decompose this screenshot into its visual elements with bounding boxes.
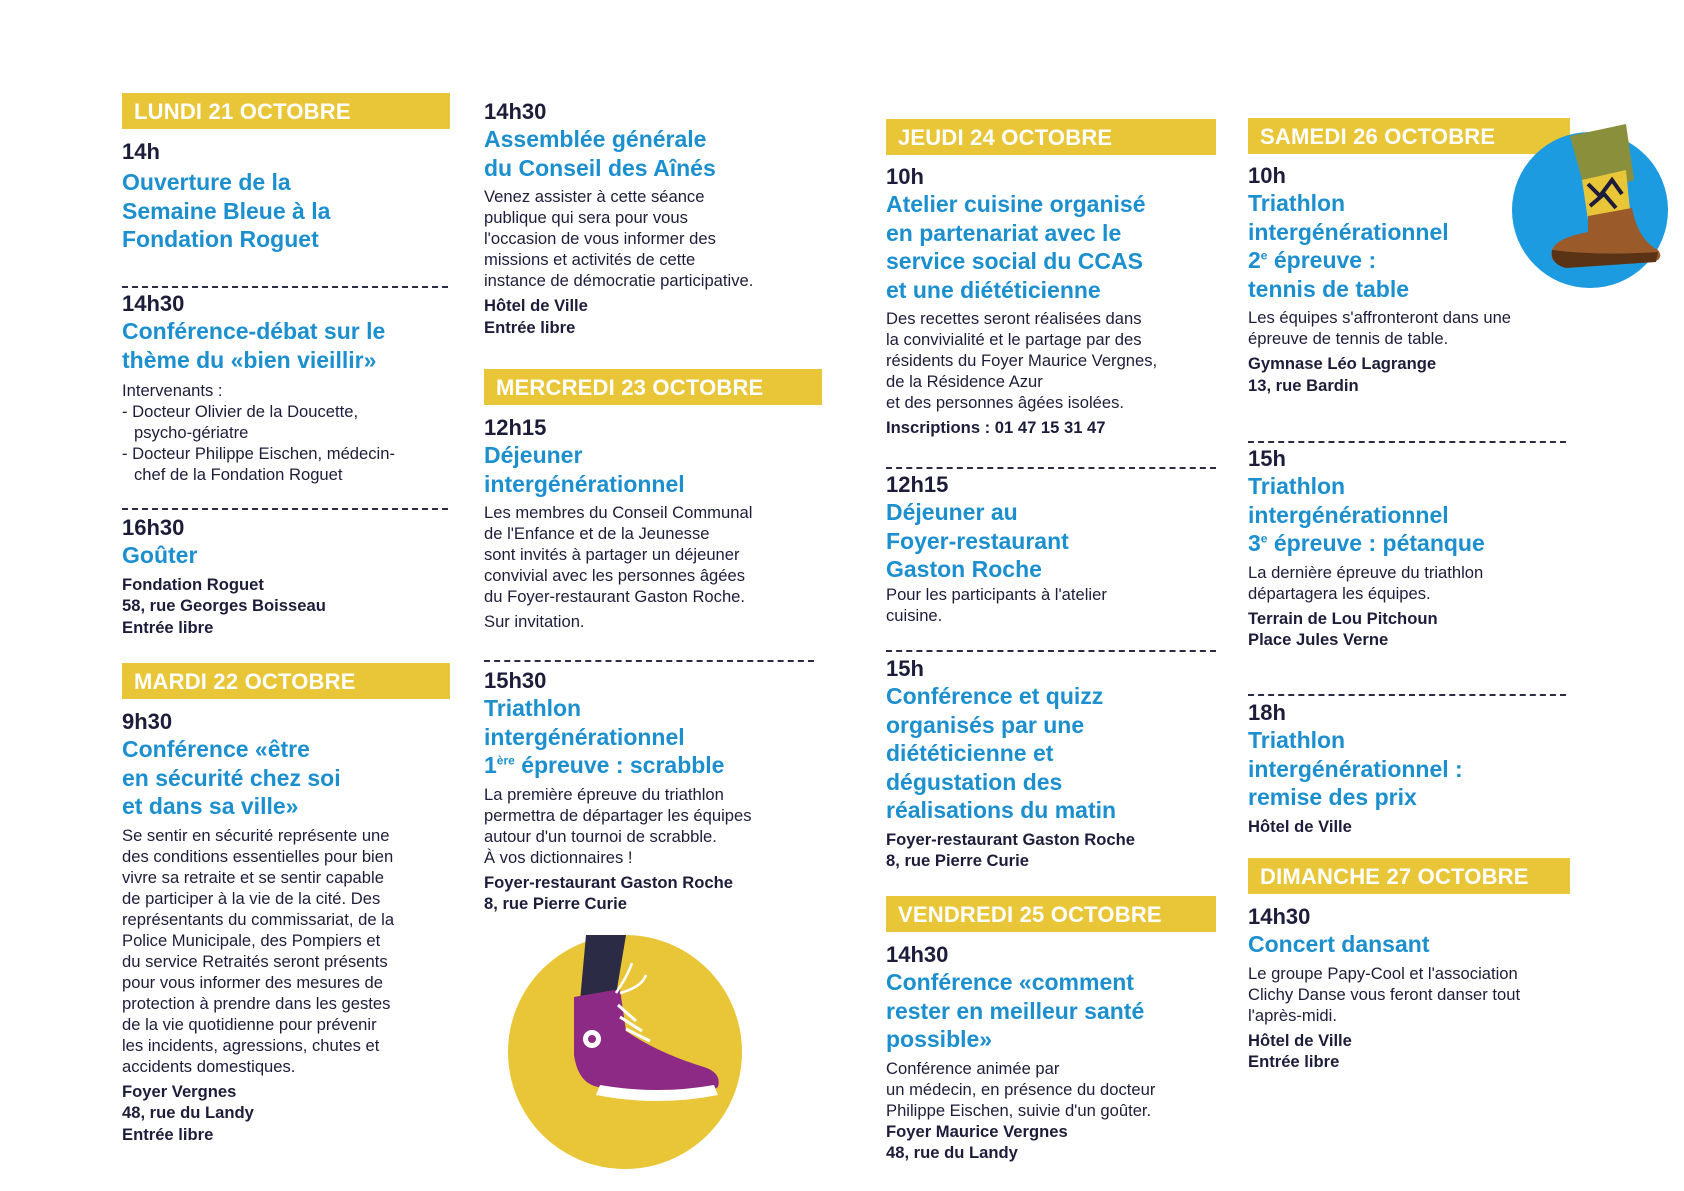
event-description: Conférence animée par un médecin, en présence du docteur Philippe Eischen, suivie d'un goûter. [886, 1058, 1156, 1120]
day-header-monday: LUNDI 21 OCTOBRE [122, 93, 450, 129]
event-time: 15h30 [484, 668, 547, 693]
event-title: Déjeuner intergénérationnel [484, 442, 685, 497]
event-location [886, 1121, 1216, 1164]
event-title [484, 694, 814, 780]
event-time: 12h15 [886, 472, 949, 497]
title-part: épreuve : pétanque [1267, 530, 1485, 556]
speaker-item: - Docteur Philippe Eischen, médecin- chef de la Fondation Roguet [122, 444, 396, 484]
sneaker-icon [508, 935, 742, 1169]
event-description: Des recettes seront réalisées dans la convivialité et le partage par des résidents du Foyer Maurice Vergnes, de la Résidence Azur et des personnes âgées isolées. [886, 309, 1158, 412]
location-name: Hôtel de Ville [484, 296, 588, 315]
location-address: 48, rue du Landy [886, 1143, 1018, 1162]
admission-note: Entrée libre [484, 317, 576, 337]
event-time: 10h [1248, 163, 1286, 188]
location-address: 8, rue Pierre Curie [484, 894, 627, 913]
event-title: Triathlon intergénérationnel : remise des prix [1248, 727, 1463, 810]
day-header-friday: VENDREDI 25 OCTOBRE [886, 896, 1216, 932]
event-time: 18h [1248, 700, 1286, 725]
event-location [1248, 353, 1578, 396]
event-time: 14h30 [122, 291, 185, 316]
event-description: La première épreuve du triathlon permettra de départager les équipes autour d'un tournoi de scrabble. À vos dictionnaires ! [484, 784, 752, 867]
location-name: Foyer-restaurant Gaston Roche [484, 872, 733, 892]
event-time: 14h [122, 139, 160, 164]
title-part: épreuve : tennis de table [1248, 247, 1410, 302]
title-part: Triathlon intergénérationnel 2 [1248, 190, 1449, 273]
dashed-separator [886, 467, 1216, 469]
event-time: 14h30 [1248, 904, 1311, 929]
location-name: Fondation Roguet [122, 574, 264, 594]
event-title: Atelier cuisine organisé en partenariat avec le service social du CCAS et une diététicienne [886, 191, 1146, 303]
invitation-note: Sur invitation. [484, 612, 585, 631]
event-description [122, 380, 448, 485]
event-title [1248, 189, 1578, 303]
day-header-sunday: DIMANCHE 27 OCTOBRE [1248, 858, 1570, 894]
event-conference-quizz [886, 656, 1216, 872]
location-address: Place Jules Verne [1248, 630, 1389, 649]
event-assemblee-generale [484, 99, 814, 338]
event-time: 14h30 [886, 942, 949, 967]
dashed-separator [886, 650, 1216, 652]
day-header-wednesday: MERCREDI 23 OCTOBRE [484, 369, 822, 405]
title-superscript: e [1260, 248, 1268, 263]
event-description: Les membres du Conseil Communal de l'Enfance et de la Jeunesse sont invités à partager un déjeuner convivial avec les personnes âgées du Foyer-restaurant Gaston Roche. [484, 503, 753, 606]
location-name: Foyer Vergnes [122, 1081, 237, 1101]
event-location [122, 574, 448, 639]
event-location [1248, 1030, 1578, 1073]
event-concert-dansant [1248, 904, 1578, 1073]
event-title: Conférence et quizz organisés par une diététicienne et dégustation des réalisations du matin [886, 683, 1117, 823]
event-triathlon-tennis [1248, 163, 1578, 396]
location-name: Foyer-restaurant Gaston Roche [886, 829, 1135, 849]
title-part: Triathlon intergénérationnel 3 [1248, 473, 1449, 556]
dashed-separator [1248, 441, 1566, 443]
location-name: Hôtel de Ville [1248, 1030, 1352, 1050]
event-description: Les équipes s'affronteront dans une épreuve de tennis de table. [1248, 308, 1512, 348]
event-time: 9h30 [122, 709, 173, 734]
location-address: 8, rue Pierre Curie [886, 851, 1029, 870]
event-time: 15h [1248, 446, 1286, 471]
dashed-separator [122, 286, 448, 288]
admission-note: Entrée libre [122, 617, 214, 637]
event-title: Déjeuner au Foyer-restaurant Gaston Roche [886, 499, 1069, 582]
event-time: 14h30 [484, 99, 547, 124]
event-opening [122, 139, 448, 254]
event-triathlon-scrabble [484, 668, 814, 915]
event-dejeuner-foyer [886, 472, 1216, 626]
location-address: 13, rue Bardin [1248, 375, 1359, 395]
location-name: Gymnase Léo Lagrange [1248, 354, 1437, 373]
speaker-item: - Docteur Olivier de la Doucette, psycho-gériatre [122, 402, 359, 442]
title-part: épreuve : scrabble [514, 752, 725, 778]
event-time: 16h30 [122, 515, 185, 540]
location-address: 58, rue Georges Boisseau [122, 596, 326, 615]
event-description: Se sentir en sécurité représente une des conditions essentielles pour bien vivre sa retraite et se sentir capable de participer à la vie de la cité. Des représentants du commissariat, de la Police Municipale, des Pompiers et du service Retraités seront présents pour vous informer des mesures de protection à prendre dans les gestes de la vie quotidienne pour prévenir les incidents, agressions, chutes et accidents domestiques. [122, 825, 395, 1076]
event-location: Hôtel de Ville [1248, 816, 1352, 836]
event-location [1248, 608, 1578, 651]
speakers-intro: Intervenants : [122, 381, 223, 400]
event-title [1248, 472, 1578, 558]
event-location [484, 872, 814, 915]
day-header-saturday: SAMEDI 26 OCTOBRE [1248, 118, 1570, 154]
admission-note: Entrée libre [122, 1124, 214, 1144]
event-description: La dernière épreuve du triathlon départagera les équipes. [1248, 562, 1484, 603]
event-location [886, 829, 1216, 872]
day-header-thursday: JEUDI 24 OCTOBRE [886, 119, 1216, 155]
speakers-list [122, 401, 448, 485]
event-title: Ouverture de la Semaine Bleue à la Fondation Roguet [122, 169, 331, 252]
day-header-tuesday: MARDI 22 OCTOBRE [122, 663, 450, 699]
event-gouter [122, 515, 448, 638]
event-location [122, 1081, 448, 1146]
event-title: Conférence «comment rester en meilleur santé possible» [886, 969, 1145, 1052]
event-conference-sante [886, 942, 1216, 1164]
location-address: 48, rue du Landy [122, 1103, 254, 1122]
location-name: Foyer Maurice Vergnes [886, 1121, 1068, 1141]
event-description: Le groupe Papy-Cool et l'association Clichy Danse vous feront danser tout l'après-midi. [1248, 963, 1521, 1025]
dashed-separator [122, 508, 448, 510]
event-title: Goûter [122, 542, 198, 568]
event-time: 12h15 [484, 415, 547, 440]
event-description: Venez assister à cette séance publique qui sera pour vous l'occasion de vous informer des missions et activités de cette instance de démocratie participative. [484, 187, 754, 290]
event-title: Conférence «être en sécurité chez soi et dans sa ville» [122, 736, 341, 819]
event-time: 15h [886, 656, 924, 681]
title-superscript: e [1260, 531, 1268, 546]
event-atelier-cuisine [886, 164, 1216, 439]
event-dejeuner-intergenerationnel [484, 415, 814, 632]
event-time: 10h [886, 164, 924, 189]
event-title: Assemblée générale du Conseil des Aînés [484, 126, 716, 181]
dashed-separator [1248, 694, 1566, 696]
admission-note: Entrée libre [1248, 1052, 1340, 1071]
dashed-separator [484, 660, 814, 662]
event-location [484, 295, 814, 338]
title-superscript: ère [496, 753, 515, 768]
event-remise-des-prix [1248, 700, 1578, 837]
event-conference-securite [122, 709, 448, 1145]
event-description: Pour les participants à l'atelier cuisine. [886, 584, 1107, 625]
location-name: Terrain de Lou Pitchoun [1248, 608, 1438, 628]
event-title: Conférence-débat sur le thème du «bien vieillir» [122, 318, 386, 373]
event-conference-bien-vieillir [122, 291, 448, 485]
registration-info: Inscriptions : 01 47 15 31 47 [886, 418, 1106, 437]
event-title: Concert dansant [1248, 931, 1430, 957]
event-triathlon-petanque [1248, 446, 1578, 651]
title-part: Triathlon intergénérationnel 1 [484, 695, 685, 778]
